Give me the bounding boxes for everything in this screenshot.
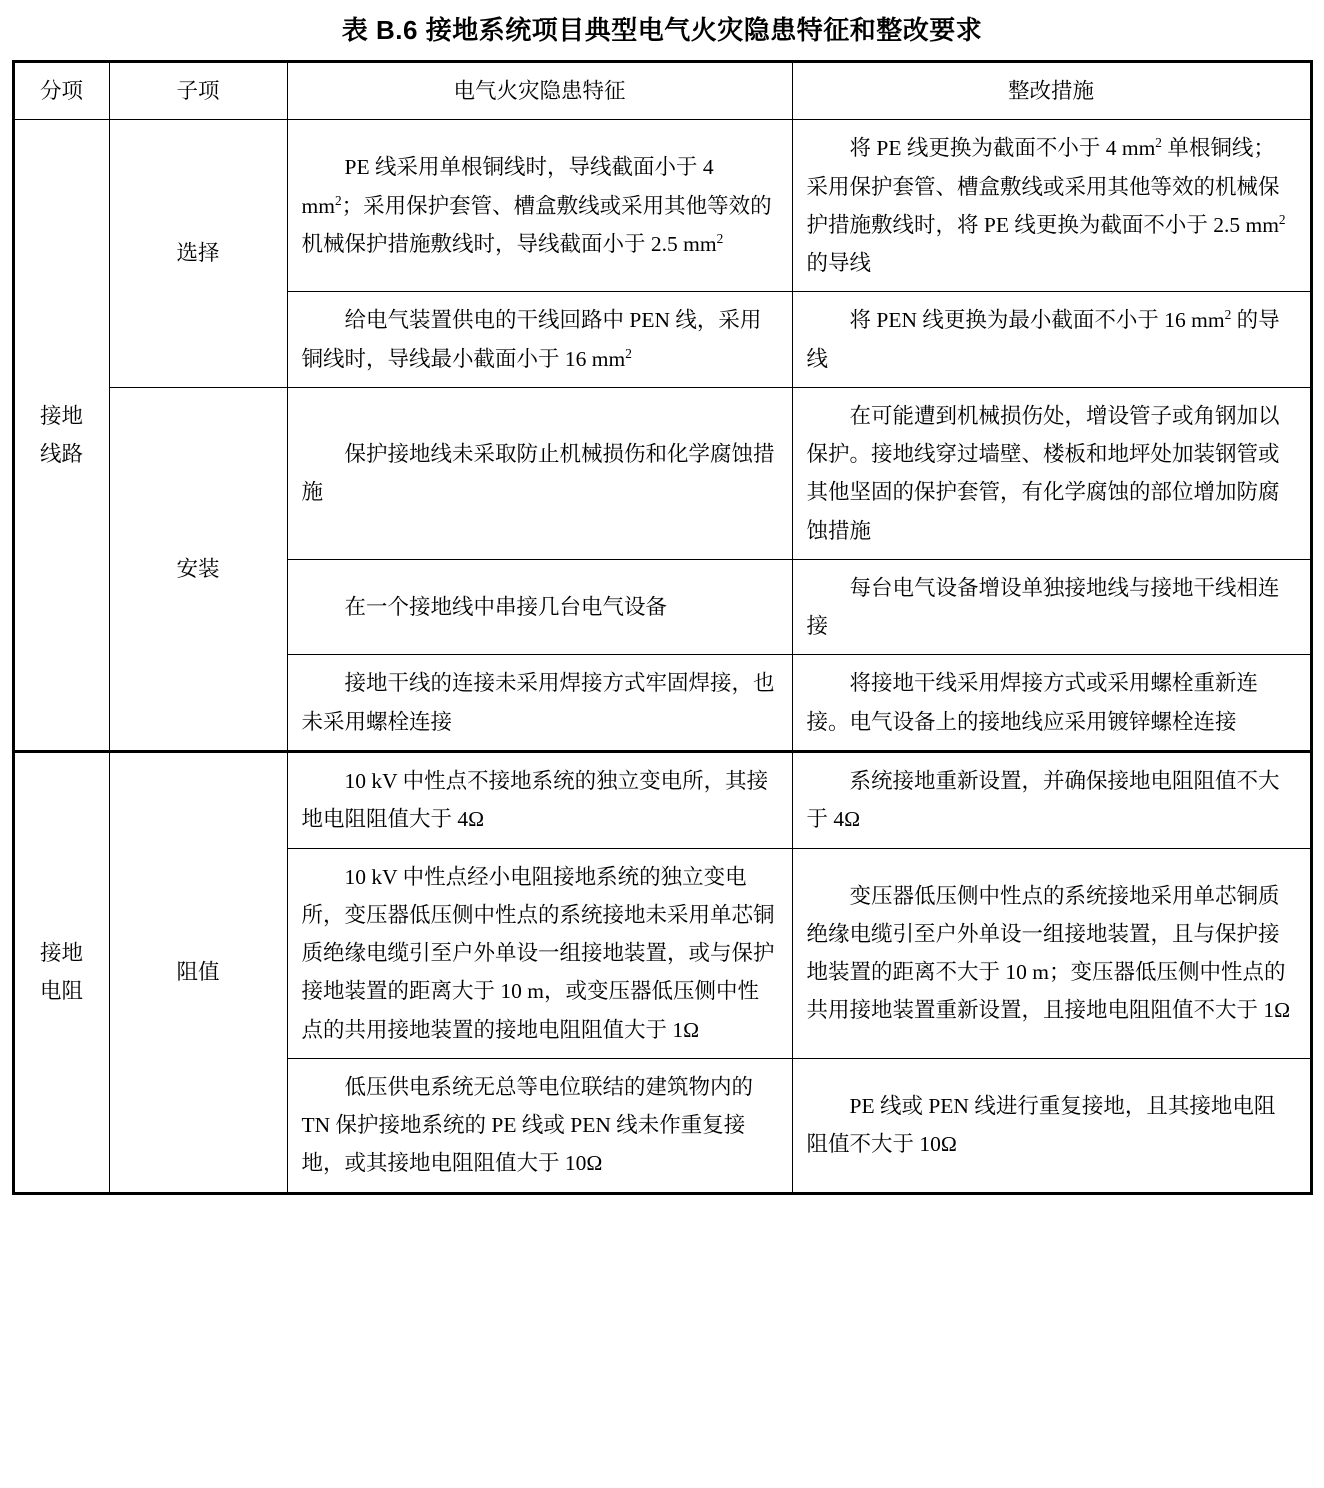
cell-hazard-feature: 给电气装置供电的干线回路中 PEN 线，采用铜线时，导线最小截面小于 16 $mm^2$ <box>287 292 792 388</box>
cell-hazard-feature: PE 线采用单根铜线时，导线截面小于 4 $mm^2$；采用保护套管、槽盒敷线或采用其他等效的机械保护措施敷线时，导线截面小于 2.5 $mm^2$ <box>287 120 792 292</box>
category-label-line: 接地 <box>39 403 83 428</box>
cell-hazard-feature: 保护接地线未采取防止机械损伤和化学腐蚀措施 <box>287 387 792 559</box>
page-title: 表 B.6 接地系统项目典型电气火灾隐患特征和整改要求 <box>341 15 983 45</box>
cell-hazard-feature: 接地干线的连接未采用焊接方式牢固焊接，也未采用螺栓连接 <box>287 655 792 752</box>
cell-category <box>13 751 109 1193</box>
cell-hazard-feature: 10 kV 中性点不接地系统的独立变电所，其接地电阻阻值大于 4Ω <box>287 751 792 848</box>
column-header-subitem: 子项 <box>109 62 287 120</box>
cell-corrective-action: 系统接地重新设置，并确保接地电阻阻值不大于 4Ω <box>792 751 1311 848</box>
cell-corrective-action: 变压器低压侧中性点的系统接地采用单芯铜质绝缘电缆引至户外单设一组接地装置，且与保护接地装置的距离不大于 10 m；变压器低压侧中性点的共用接地装置重新设置，且接地电阻阻值不大于 1Ω <box>792 848 1311 1058</box>
cell-corrective-action: 每台电气设备增设单独接地线与接地干线相连接 <box>792 559 1311 655</box>
hazard-table <box>12 60 1313 1195</box>
table-header-row <box>13 62 1311 120</box>
table-row <box>13 120 1311 292</box>
table-body <box>13 120 1311 1193</box>
table-row <box>13 751 1311 848</box>
table-row <box>13 387 1311 559</box>
cell-corrective-action: PE 线或 PEN 线进行重复接地，且其接地电阻阻值不大于 10Ω <box>792 1058 1311 1193</box>
cell-corrective-action: 在可能遭到机械损伤处，增设管子或角钢加以保护。接地线穿过墙壁、楼板和地坪处加装钢管或其他坚固的保护套管，有化学腐蚀的部位增加防腐蚀措施 <box>792 387 1311 559</box>
cell-corrective-action: 将接地干线采用焊接方式或采用螺栓重新连接。电气设备上的接地线应采用镀锌螺栓连接 <box>792 655 1311 752</box>
column-header-action: 整改措施 <box>792 62 1311 120</box>
cell-hazard-feature: 在一个接地线中串接几台电气设备 <box>287 559 792 655</box>
category-label-line: 接地 <box>39 941 83 966</box>
table-header <box>13 62 1311 120</box>
cell-hazard-feature: 10 kV 中性点经小电阻接地系统的独立变电所，变压器低压侧中性点的系统接地未采用单芯铜质绝缘电缆引至户外单设一组接地装置，或与保护接地装置的距离大于 10 m，或变压器低压侧中性点的共用接地装置的接地电阻阻值大于 1Ω <box>287 848 792 1058</box>
category-label-line: 电阻 <box>39 979 83 1004</box>
cell-category <box>13 120 109 752</box>
column-header-category: 分项 <box>13 62 109 120</box>
cell-hazard-feature: 低压供电系统无总等电位联结的建筑物内的 TN 保护接地系统的 PE 线或 PEN 线未作重复接地，或其接地电阻阻值大于 10Ω <box>287 1058 792 1193</box>
column-header-feature: 电气火灾隐患特征 <box>287 62 792 120</box>
cell-subitem: 安装 <box>109 387 287 751</box>
cell-corrective-action: 将 PE 线更换为截面不小于 4 $mm^2$ 单根铜线；采用保护套管、槽盒敷线或采用其他等效的机械保护措施敷线时，将 PE 线更换为截面不小于 2.5 $mm^2$ 的导线 <box>792 120 1311 292</box>
category-label-line: 线路 <box>39 442 83 467</box>
cell-subitem: 阻值 <box>109 751 287 1193</box>
cell-corrective-action: 将 PEN 线更换为最小截面不小于 16 $mm^2$ 的导线 <box>792 292 1311 388</box>
cell-subitem: 选择 <box>109 120 287 388</box>
